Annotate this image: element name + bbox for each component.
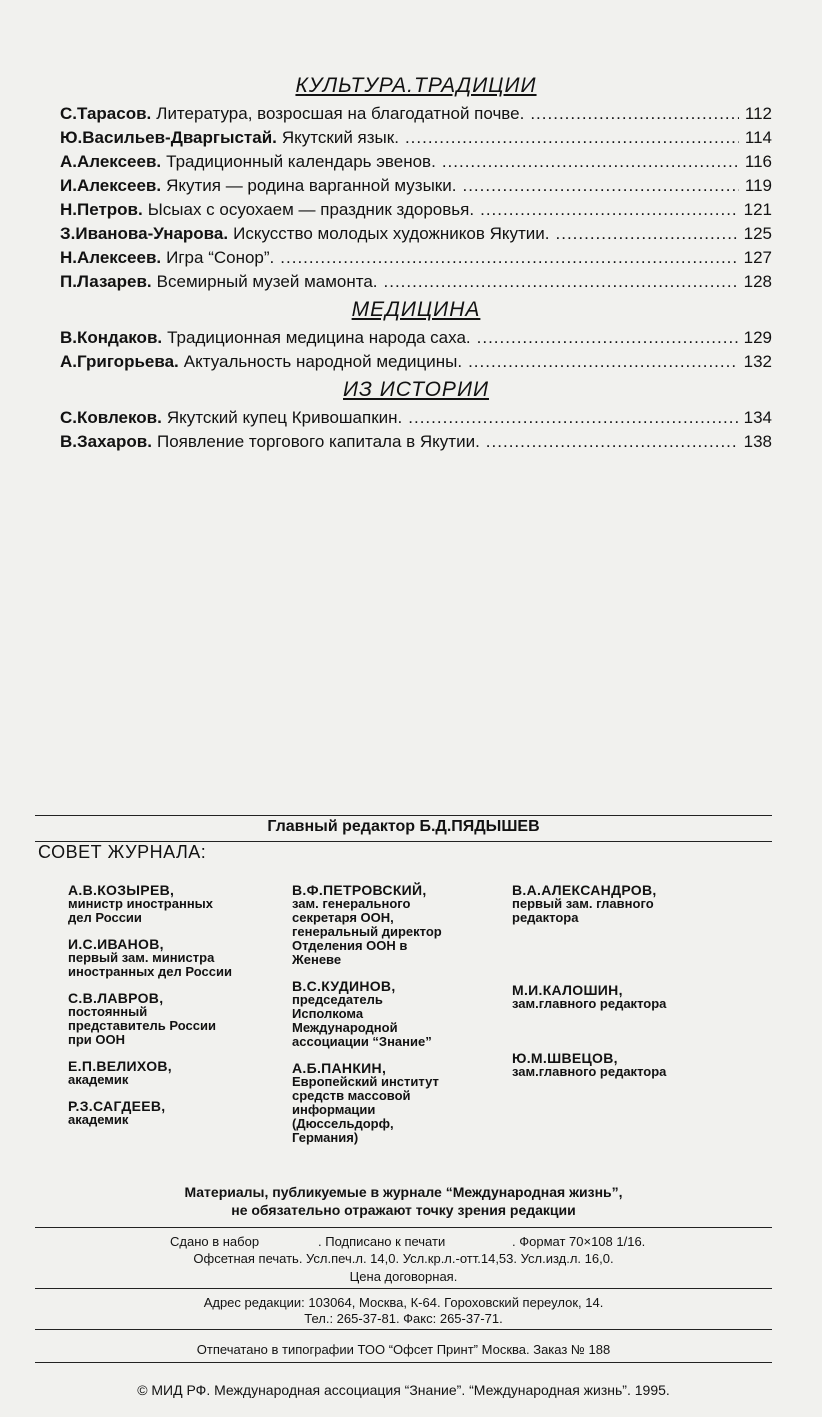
toc-entry <box>60 150 772 174</box>
entry-title: Актуальность народной медицины. <box>183 352 463 371</box>
council-member <box>68 937 278 979</box>
entry-title: Искусство молодых художников Якутии. <box>233 224 550 243</box>
entry-title: Ысыах с осуохаем — праздник здоровья. <box>147 200 475 219</box>
entry-author: А.Григорьева. <box>60 352 179 371</box>
divider-rule <box>35 1227 772 1228</box>
section-title-culture: КУЛЬТУРА.ТРАДИЦИИ <box>295 74 537 97</box>
leader-dots <box>384 270 738 294</box>
entry-title: Якутия — родина варганной музыки. <box>166 176 457 195</box>
entry-author: С.Ковлеков. <box>60 408 162 427</box>
editorial-phones: Тел.: 265-37-81. Факс: 265-37-71. <box>304 1311 503 1326</box>
entry-page: 114 <box>744 128 772 147</box>
toc-entry <box>60 174 772 198</box>
council-member <box>512 1051 752 1079</box>
council-heading: СОВЕТ ЖУРНАЛА: <box>38 842 207 862</box>
leader-dots <box>405 126 739 150</box>
toc-entry <box>60 198 772 222</box>
entry-author: И.Алексеев. <box>60 176 162 195</box>
leader-dots <box>556 222 738 246</box>
member-name: М.И.КАЛОШИН, <box>512 982 623 998</box>
entry-page: 132 <box>743 352 772 371</box>
entry-page: 119 <box>744 176 772 195</box>
disclaimer <box>35 1183 772 1219</box>
member-position: министр иностранных дел России <box>68 896 214 925</box>
entry-title: Игра “Сонор”. <box>166 248 275 267</box>
member-name: В.А.АЛЕКСАНДРОВ, <box>512 882 657 898</box>
member-name: В.С.КУДИНОВ, <box>292 978 396 994</box>
imprint-signed: . Подписано к печати <box>318 1234 446 1249</box>
editorial-address: Адрес редакции: 103064, Москва, К-64. Гороховский переулок, 14. <box>203 1295 604 1310</box>
entry-author: Ю.Васильев-Дваргыстай. <box>60 128 277 147</box>
toc-entry <box>60 406 772 430</box>
member-name: А.Б.ПАНКИН, <box>292 1060 387 1076</box>
member-name: А.В.КОЗЫРЕВ, <box>68 882 175 898</box>
member-name: Е.П.ВЕЛИХОВ, <box>68 1058 172 1074</box>
entry-author: Н.Петров. <box>60 200 143 219</box>
leader-dots <box>486 430 738 454</box>
council-member <box>512 983 752 1011</box>
entry-author: П.Лазарев. <box>60 272 152 291</box>
council-member <box>68 883 278 925</box>
member-position: зам. генерального секретаря ООН, генеральный директор Отделения ООН в Женеве <box>292 896 442 967</box>
imprint-format: . Формат 70×108 1/16. <box>512 1234 646 1249</box>
section-title-medicine: МЕДИЦИНА <box>351 298 481 321</box>
entry-page: 121 <box>743 200 772 219</box>
member-name: Р.З.САГДЕЕВ, <box>68 1098 166 1114</box>
disclaimer-line: не обязательно отражают точку зрения редакции <box>231 1202 576 1218</box>
council-member <box>292 979 502 1049</box>
member-name: С.В.ЛАВРОВ, <box>68 990 164 1006</box>
leader-dots <box>280 246 737 270</box>
entry-page: 129 <box>743 328 772 347</box>
member-position: Европейский институт средств массовой информации (Дюссельдорф, Германия) <box>292 1074 439 1145</box>
member-position: зам.главного редактора <box>512 1064 667 1079</box>
imprint-offset: Офсетная печать. Усл.печ.л. 14,0. Усл.кр.л.-отт.14,53. Усл.изд.л. 16,0. <box>193 1251 614 1266</box>
divider-rule <box>35 815 772 816</box>
leader-dots <box>530 102 739 126</box>
chief-editor: Главный редактор Б.Д.ПЯДЫШЕВ <box>267 818 540 835</box>
council-column-1 <box>68 883 278 1139</box>
member-position: первый зам. министра иностранных дел России <box>68 950 232 979</box>
entry-title: Традиционная медицина народа саха. <box>167 328 471 347</box>
leader-dots <box>468 350 738 374</box>
entry-title: Литература, возросшая на благодатной почве. <box>156 104 525 123</box>
entry-title: Традиционный календарь эвенов. <box>166 152 436 171</box>
member-name: И.С.ИВАНОВ, <box>68 936 164 952</box>
entry-author: С.Тарасов. <box>60 104 152 123</box>
entry-author: Н.Алексеев. <box>60 248 162 267</box>
toc-entry <box>60 102 772 126</box>
imprint-sent: Сдано в набор <box>170 1234 260 1249</box>
entry-title: Якутский язык. <box>281 128 399 147</box>
entry-page: 134 <box>743 408 772 427</box>
toc-entry <box>60 430 772 454</box>
divider-rule <box>35 1362 772 1363</box>
council-member <box>292 1061 502 1145</box>
entry-title: Якутский купец Кривошапкин. <box>166 408 403 427</box>
council-member <box>68 991 278 1047</box>
printing-house: Отпечатано в типографии ТОО “Офсет Принт” Москва. Заказ № 188 <box>196 1342 611 1357</box>
council-member <box>68 1099 278 1127</box>
toc-entry <box>60 246 772 270</box>
entry-author: В.Кондаков. <box>60 328 163 347</box>
member-position: академик <box>68 1072 129 1087</box>
leader-dots <box>462 174 738 198</box>
member-position: председатель Исполкома Международной ассоциации “Знание” <box>292 992 432 1049</box>
council-column-2 <box>292 883 502 1157</box>
toc-entry <box>60 222 772 246</box>
table-of-contents <box>60 70 772 454</box>
member-position: первый зам. главного редактора <box>512 896 654 925</box>
entry-title: Всемирный музей мамонта. <box>156 272 378 291</box>
entry-author: А.Алексеев. <box>60 152 162 171</box>
imprint-price: Цена договорная. <box>349 1269 458 1284</box>
member-name: Ю.М.ШВЕЦОВ, <box>512 1050 618 1066</box>
entry-author: В.Захаров. <box>60 432 152 451</box>
copyright: © МИД РФ. Международная ассоциация “Знание”. “Международная жизнь”. 1995. <box>137 1382 670 1398</box>
disclaimer-line: Материалы, публикуемые в журнале “Международная жизнь”, <box>184 1184 623 1200</box>
toc-entry <box>60 126 772 150</box>
entry-author: З.Иванова-Унарова. <box>60 224 229 243</box>
member-position: зам.главного редактора <box>512 996 667 1011</box>
leader-dots <box>442 150 739 174</box>
entry-page: 112 <box>744 104 772 123</box>
leader-dots <box>408 406 737 430</box>
council-member <box>292 883 502 967</box>
entry-page: 125 <box>743 224 772 243</box>
entry-page: 128 <box>743 272 772 291</box>
divider-rule <box>35 1329 772 1330</box>
council-column-3 <box>512 883 752 1091</box>
council-member <box>68 1059 278 1087</box>
council-member <box>512 883 752 925</box>
leader-dots <box>477 326 738 350</box>
member-position: постоянный представитель России при ООН <box>68 1004 216 1047</box>
toc-entry <box>60 270 772 294</box>
entry-page: 138 <box>743 432 772 451</box>
member-position: академик <box>68 1112 129 1127</box>
entry-page: 127 <box>743 248 772 267</box>
divider-rule <box>35 1288 772 1289</box>
member-name: В.Ф.ПЕТРОВСКИЙ, <box>292 882 427 898</box>
toc-entry <box>60 326 772 350</box>
entry-title: Появление торгового капитала в Якутии. <box>156 432 480 451</box>
toc-entry <box>60 350 772 374</box>
entry-page: 116 <box>744 152 772 171</box>
leader-dots <box>480 198 738 222</box>
section-title-history: ИЗ ИСТОРИИ <box>343 378 489 401</box>
